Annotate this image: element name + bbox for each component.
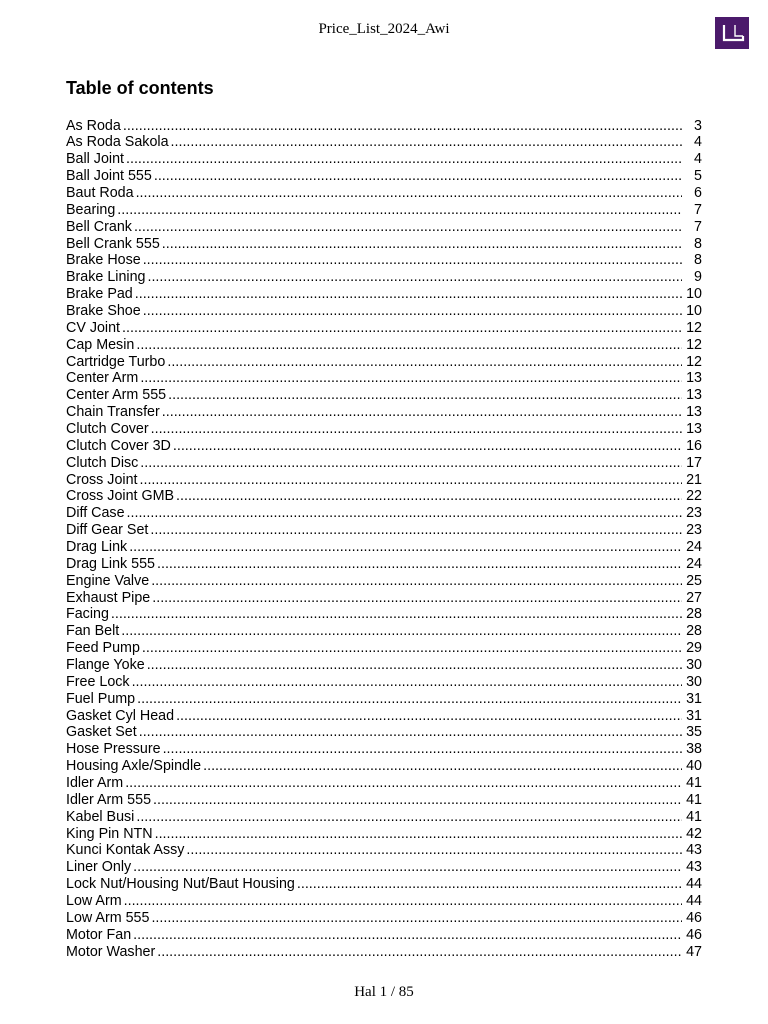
toc-entry-page-number: 10	[686, 302, 702, 319]
toc-entry-page-number: 12	[686, 353, 702, 370]
toc-entry[interactable]	[66, 758, 702, 775]
toc-entry-label: Center Arm	[66, 370, 139, 387]
toc-entry-page-number: 35	[686, 724, 702, 741]
toc-entry-label: Cartridge Turbo	[66, 353, 166, 370]
toc-entry[interactable]	[66, 303, 702, 320]
toc-entry-label: Motor Fan	[66, 926, 132, 943]
toc-entry[interactable]	[66, 724, 702, 741]
toc-entry[interactable]	[66, 573, 702, 590]
toc-dot-leader	[168, 387, 682, 404]
toc-entry[interactable]	[66, 236, 702, 253]
toc-entry[interactable]	[66, 505, 702, 522]
toc-entry[interactable]	[66, 185, 702, 202]
toc-entry-label: Clutch Cover 3D	[66, 437, 171, 454]
toc-entry-page-number: 28	[686, 623, 702, 640]
toc-entry-label: Bell Crank 555	[66, 235, 160, 252]
toc-dot-leader	[157, 556, 682, 573]
toc-entry[interactable]	[66, 387, 702, 404]
toc-entry[interactable]	[66, 404, 702, 421]
toc-entry[interactable]	[66, 269, 702, 286]
toc-entry-label: Feed Pump	[66, 640, 140, 657]
toc-entry[interactable]	[66, 775, 702, 792]
toc-entry-label: Brake Hose	[66, 252, 141, 269]
toc-entry-page-number: 31	[686, 707, 702, 724]
page-indicator: Hal 1 / 85	[354, 984, 414, 1000]
toc-dot-leader	[153, 792, 682, 809]
toc-entry-page-number: 43	[686, 842, 702, 859]
toc-entry-label: Brake Pad	[66, 286, 133, 303]
toc-entry-label: Exhaust Pipe	[66, 589, 151, 606]
toc-entry-page-number: 21	[686, 471, 702, 488]
toc-dot-leader	[203, 758, 682, 775]
toc-entry[interactable]	[66, 657, 702, 674]
toc-entry-label: Fuel Pump	[66, 690, 136, 707]
toc-entry-label: Chain Transfer	[66, 404, 160, 421]
toc-entry-page-number: 31	[686, 690, 702, 707]
toc-entry-page-number: 46	[686, 909, 702, 926]
toc-entry[interactable]	[66, 606, 702, 623]
toc-entry-page-number: 41	[686, 775, 702, 792]
toc-entry-label: Hose Pressure	[66, 741, 161, 758]
toc-dot-leader	[139, 724, 682, 741]
toc-entry[interactable]	[66, 522, 702, 539]
toc-entry-page-number: 28	[686, 606, 702, 623]
toc-entry-label: As Roda	[66, 117, 121, 134]
toc-entry-page-number: 44	[686, 876, 702, 893]
toc-entry[interactable]	[66, 118, 702, 135]
toc-entry-label: Diff Case	[66, 505, 125, 522]
toc-entry[interactable]	[66, 252, 702, 269]
toc-entry-page-number: 3	[694, 117, 702, 134]
toc-dot-leader	[124, 893, 682, 910]
toc-entry-label: Cap Mesin	[66, 336, 135, 353]
toc-entry-label: Drag Link 555	[66, 555, 156, 572]
toc-entry[interactable]	[66, 421, 702, 438]
toc-entry-page-number: 16	[686, 437, 702, 454]
toc-entry-page-number: 30	[686, 657, 702, 673]
toc-entry[interactable]	[66, 792, 702, 809]
toc-entry-page-number: 25	[686, 572, 702, 589]
document-title: Price_List_2024_Awi	[318, 21, 450, 37]
toc-entry-page-number: 4	[694, 151, 702, 168]
toc-entry-label: Kabel Busi	[66, 808, 135, 825]
toc-entry-label: Idler Arm 555	[66, 791, 152, 808]
toc-entry-label: Clutch Disc	[66, 454, 139, 471]
toc-entry-page-number: 41	[686, 791, 702, 808]
toc-entry-label: Facing	[66, 606, 109, 623]
toc-entry-page-number: 27	[686, 589, 702, 606]
toc-entry-page-number: 8	[694, 235, 702, 252]
toc-dot-leader	[173, 438, 682, 455]
toc-dot-leader	[143, 303, 682, 320]
toc-entry-page-number: 5	[694, 168, 702, 185]
toc-dot-leader	[154, 168, 682, 185]
toc-entry-label: Drag Link	[66, 538, 128, 555]
toc-dot-leader	[186, 842, 682, 859]
toc-entry-page-number: 41	[686, 808, 702, 825]
toc-entry-page-number: 9	[694, 269, 702, 286]
toc-entry-page-number: 47	[686, 943, 702, 960]
toc-entry-label: Diff Gear Set	[66, 522, 149, 539]
toc-entry-page-number: 13	[686, 420, 702, 437]
toc-entry[interactable]	[66, 151, 702, 168]
toc-dot-leader	[125, 775, 682, 792]
toc-entry-page-number: 24	[686, 555, 702, 572]
brand-logo-icon	[715, 17, 749, 49]
toc-entry-label: CV Joint	[66, 319, 121, 336]
toc-dot-leader	[143, 252, 682, 269]
toc-dot-leader	[122, 320, 682, 337]
toc-entry[interactable]	[66, 842, 702, 859]
toc-entry[interactable]	[66, 438, 702, 455]
toc-entry[interactable]	[66, 337, 702, 354]
toc-entry-label: Kunci Kontak Assy	[66, 842, 185, 859]
toc-entry[interactable]	[66, 488, 702, 505]
toc-entry-label: King Pin NTN	[66, 825, 153, 842]
toc-entry-page-number: 24	[686, 538, 702, 555]
toc-entry-label: Ball Joint	[66, 151, 125, 168]
toc-entry-label: Cross Joint	[66, 471, 138, 488]
toc-entry-label: Clutch Cover	[66, 420, 149, 437]
toc-dot-leader	[171, 134, 682, 151]
toc-dot-leader	[147, 269, 682, 286]
toc-entry[interactable]	[66, 893, 702, 910]
toc-entry-page-number: 44	[686, 893, 702, 910]
toc-dot-leader	[137, 691, 682, 708]
toc-entry[interactable]	[66, 809, 702, 826]
toc-entry[interactable]	[66, 320, 702, 337]
toc-entry-label: Cross Joint GMB	[66, 488, 175, 505]
toc-entry[interactable]	[66, 354, 702, 371]
toc-entry[interactable]	[66, 134, 702, 151]
toc-heading: Table of contents	[66, 78, 214, 98]
toc-entry-label: Bearing	[66, 201, 116, 218]
toc-entry-label: Ball Joint 555	[66, 168, 152, 185]
toc-entry-page-number: 12	[686, 336, 702, 353]
toc-entry[interactable]	[66, 168, 702, 185]
toc-dot-leader	[132, 674, 682, 691]
toc-entry-page-number: 12	[686, 319, 702, 336]
toc-entry-page-number: 43	[686, 859, 702, 876]
toc-entry-page-number: 6	[694, 184, 702, 201]
toc-entry[interactable]	[66, 876, 702, 893]
toc-dot-leader	[140, 455, 682, 472]
toc-dot-leader	[167, 354, 682, 371]
toc-entry-label: Brake Shoe	[66, 302, 141, 319]
toc-entry-label: Gasket Cyl Head	[66, 707, 175, 724]
toc-entry-label: Housing Axle/Spindle	[66, 758, 202, 775]
toc-entry-label: Brake Lining	[66, 269, 146, 286]
toc-dot-leader	[163, 741, 682, 758]
toc-dot-leader	[162, 236, 682, 253]
toc-entry[interactable]	[66, 370, 702, 387]
toc-entry[interactable]	[66, 826, 702, 843]
toc-entry-label: Engine Valve	[66, 572, 150, 589]
toc-entry-page-number: 46	[686, 926, 702, 943]
toc-entry-page-number: 8	[694, 252, 702, 269]
toc-entry-page-number: 40	[686, 758, 702, 775]
toc-entry[interactable]	[66, 556, 702, 573]
toc-entry-label: Motor Washer	[66, 943, 156, 960]
toc-dot-leader	[136, 185, 682, 202]
toc-dot-leader	[121, 623, 682, 640]
toc-dot-leader	[136, 809, 682, 826]
toc-dot-leader	[135, 286, 682, 303]
toc-entry[interactable]	[66, 623, 702, 640]
toc-entry-page-number: 23	[686, 505, 702, 522]
toc-entry-label: Free Lock	[66, 673, 130, 690]
toc-entry-label: Fan Belt	[66, 623, 120, 640]
toc-entry-page-number: 30	[686, 673, 702, 690]
toc-entry-label: Gasket Set	[66, 724, 137, 741]
table-of-contents	[66, 118, 702, 961]
toc-entry[interactable]	[66, 691, 702, 708]
toc-entry-label: Lock Nut/Housing Nut/Baut Housing	[66, 876, 295, 893]
toc-dot-leader	[133, 859, 682, 876]
toc-entry-page-number: 29	[686, 640, 702, 657]
toc-dot-leader	[147, 657, 682, 674]
toc-entry-page-number: 7	[694, 201, 702, 218]
toc-entry[interactable]	[66, 859, 702, 876]
toc-entry[interactable]	[66, 741, 702, 758]
toc-dot-leader	[176, 488, 682, 505]
toc-dot-leader	[136, 337, 682, 354]
toc-dot-leader	[129, 539, 682, 556]
toc-entry[interactable]	[66, 590, 702, 607]
toc-entry[interactable]	[66, 455, 702, 472]
toc-entry[interactable]	[66, 286, 702, 303]
toc-dot-leader	[140, 370, 682, 387]
toc-dot-leader	[151, 910, 682, 927]
toc-entry[interactable]	[66, 927, 702, 944]
toc-dot-leader	[117, 202, 682, 219]
toc-entry[interactable]	[66, 944, 702, 961]
toc-entry-page-number: 38	[686, 741, 702, 758]
toc-dot-leader	[111, 606, 682, 623]
toc-entry-label: As Roda Sakola	[66, 134, 169, 151]
toc-entry-page-number: 22	[686, 488, 702, 505]
toc-entry-page-number: 13	[686, 370, 702, 387]
toc-entry[interactable]	[66, 539, 702, 556]
toc-dot-leader	[126, 151, 682, 168]
toc-entry[interactable]	[66, 708, 702, 725]
toc-entry[interactable]	[66, 910, 702, 927]
toc-dot-leader	[150, 522, 682, 539]
toc-dot-leader	[151, 573, 682, 590]
toc-dot-leader	[151, 421, 682, 438]
toc-dot-leader	[134, 219, 682, 236]
toc-entry-label: Center Arm 555	[66, 387, 167, 404]
toc-entry-label: Flange Yoke	[66, 657, 145, 673]
toc-dot-leader	[142, 640, 682, 657]
toc-entry-page-number: 23	[686, 522, 702, 539]
toc-dot-leader	[123, 118, 682, 135]
toc-entry-label: Liner Only	[66, 859, 132, 876]
toc-entry[interactable]	[66, 219, 702, 236]
toc-entry-page-number: 13	[686, 404, 702, 421]
toc-dot-leader	[133, 927, 682, 944]
toc-dot-leader	[152, 590, 682, 607]
toc-dot-leader	[162, 404, 682, 421]
toc-entry-page-number: 10	[686, 286, 702, 303]
toc-entry-page-number: 4	[694, 134, 702, 151]
toc-dot-leader	[140, 472, 682, 489]
toc-dot-leader	[157, 944, 682, 961]
toc-entry-page-number: 17	[686, 454, 702, 471]
toc-dot-leader	[297, 876, 682, 893]
toc-entry-page-number: 42	[686, 825, 702, 842]
toc-dot-leader	[127, 505, 682, 522]
toc-entry[interactable]	[66, 640, 702, 657]
toc-entry-label: Bell Crank	[66, 218, 132, 235]
toc-entry-page-number: 7	[694, 218, 702, 235]
toc-entry[interactable]	[66, 674, 702, 691]
toc-entry[interactable]	[66, 472, 702, 489]
toc-entry-label: Low Arm	[66, 893, 122, 910]
toc-entry[interactable]	[66, 202, 702, 219]
toc-entry-label: Baut Roda	[66, 184, 134, 201]
toc-entry-label: Low Arm 555	[66, 909, 150, 926]
toc-dot-leader	[176, 708, 682, 725]
toc-dot-leader	[155, 826, 682, 843]
toc-entry-page-number: 13	[686, 387, 702, 404]
toc-entry-label: Idler Arm	[66, 775, 124, 792]
